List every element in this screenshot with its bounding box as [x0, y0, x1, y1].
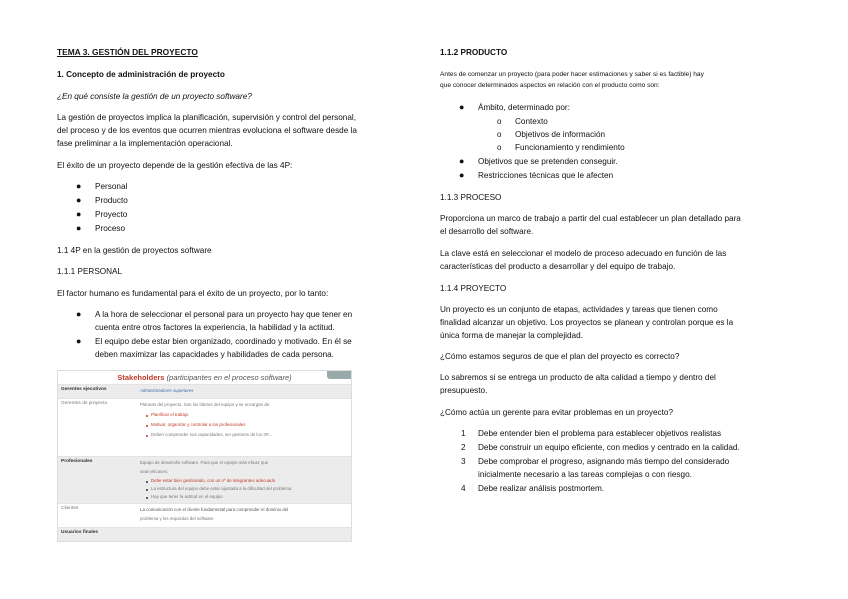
list-item: Producto: [95, 196, 128, 205]
paragraph-line: El éxito de un proyecto depende de la gestión efectiva de las 4P:: [57, 161, 293, 170]
paragraph-line: La clave está en seleccionar el modelo de proceso adecuado en función de las: [440, 249, 727, 258]
row-text: sean eficaces:: [140, 469, 169, 474]
circle-bullet-icon: o: [497, 117, 502, 126]
question-text: ¿Cómo actúa un gerente para evitar problemas en un proyecto?: [440, 408, 674, 417]
bullet-icon: [146, 435, 148, 437]
step-number: 3: [461, 457, 466, 466]
list-item: deben maximizar las capacidades y habilidades de cada persona.: [95, 350, 334, 359]
row-label: Usuarios finales: [61, 530, 99, 535]
list-item: El equipo debe estar bien organizado, coordinado y motivado. En él se: [95, 337, 352, 346]
step-number: 1: [461, 429, 466, 438]
paragraph-line: que conocer determinados aspectos en relación con el producto como son:: [440, 82, 660, 89]
paragraph-line: única forma de manejar la complejidad.: [440, 331, 583, 340]
table-row: [58, 527, 351, 542]
question-text: ¿En qué consiste la gestión de un proyecto software?: [57, 92, 252, 101]
list-item: Proceso: [95, 224, 126, 233]
paragraph-line: finalidad alcanzar un objetivo. Los proyectos se planean y controlan porque es la: [440, 318, 734, 327]
list-item: Restricciones técnicas que le afecten: [478, 171, 614, 180]
bullet-icon: [146, 425, 148, 427]
figure-tab: [327, 371, 351, 379]
row-text: La comunicación con el cliente fundamental para comprender el dominio del: [140, 507, 289, 512]
bullet-icon: ●: [76, 209, 82, 219]
paragraph-line: fase preliminar a la implementación operacional.: [57, 139, 233, 148]
bullet-icon: ●: [459, 170, 465, 180]
list-item: Debe comprobar el progreso, asignando más tiempo del considerado: [478, 457, 730, 466]
subsection-heading: 1.1.4 PROYECTO: [440, 284, 507, 293]
figure-subtitle: (participantes en el proceso software): [166, 373, 292, 382]
step-number: 2: [461, 443, 466, 452]
subsection-heading: 1.1.1 PERSONAL: [57, 267, 123, 276]
paragraph-line: características del producto a desarrollar y del equipo de trabajo.: [440, 262, 676, 271]
row-text: problema y los requisitos del software: [140, 516, 214, 521]
stakeholders-figure: [57, 370, 352, 542]
list-item: Proyecto: [95, 210, 128, 219]
question-text: ¿Cómo estamos seguros de que el plan del proyecto es correcto?: [440, 352, 680, 361]
list-item: Objetivos que se pretenden conseguir.: [478, 157, 618, 166]
table-row: [58, 503, 351, 528]
list-item: Objetivos de información: [515, 130, 606, 139]
list-item: cuenta entre otros factores la experiencia, la habilidad y la actitud.: [95, 323, 335, 332]
row-text: Hay que tener la actitud en el equipo: [151, 494, 223, 499]
list-item: Debe entender bien el problema para establecer objetivos realistas: [478, 429, 722, 438]
subsection-heading: 1.1.2 PRODUCTO: [440, 48, 508, 57]
table-row: [58, 384, 351, 399]
circle-bullet-icon: o: [497, 143, 502, 152]
row-label: Gerentes de proyecto: [61, 401, 108, 406]
bullet-icon: ●: [459, 156, 465, 166]
row-label: Gerentes ejecutivos: [61, 387, 107, 392]
row-label: Profesionales: [61, 459, 93, 464]
row-text: Administradores superiores: [140, 388, 194, 393]
list-item: Funcionamiento y rendimiento: [515, 143, 625, 152]
figure-title: Stakeholders: [117, 373, 165, 382]
list-item: A la hora de seleccionar el personal para un proyecto hay que tener en: [95, 310, 353, 319]
page-title: TEMA 3. GESTIÓN DEL PROYECTO: [57, 47, 198, 57]
row-text: Planean del proyecto. Son los líderes del equipo y se encargan de:: [140, 402, 271, 407]
bullet-icon: [146, 497, 148, 499]
bullet-icon: ●: [76, 336, 82, 346]
bullet-icon: [146, 415, 148, 417]
list-item: inicialmente necesario a las tareas complejas o con riesgo.: [478, 470, 692, 479]
paragraph-line: El factor humano es fundamental para el éxito de un proyecto, por lo tanto:: [57, 289, 329, 298]
row-text: Planificar el trabajo: [151, 412, 189, 417]
paragraph-line: Un proyecto es un conjunto de etapas, actividades y tareas que tienen como: [440, 305, 718, 314]
step-number: 4: [461, 484, 466, 493]
bullet-icon: ●: [76, 181, 82, 191]
bullet-icon: [146, 489, 148, 491]
paragraph-line: La gestión de proyectos implica la planificación, supervisión y control del personal,: [57, 113, 357, 122]
section-heading: 1.1 4P en la gestión de proyectos software: [57, 246, 212, 255]
row-text: Equipo de desarrollo software. Para que el equipo más eficaz que: [140, 460, 269, 465]
bullet-icon: [146, 481, 148, 483]
table-row: [58, 456, 351, 504]
table-row: [58, 398, 351, 457]
circle-bullet-icon: o: [497, 130, 502, 139]
section-heading: 1. Concepto de administración de proyecto: [57, 70, 225, 79]
paragraph-line: Lo sabremos si se entrega un producto de alta calidad a tiempo y dentro del: [440, 373, 716, 382]
row-label: Clientes: [61, 506, 79, 511]
list-item: Debe realizar análisis postmortem.: [478, 484, 605, 493]
bullet-icon: ●: [76, 223, 82, 233]
list-item: Personal: [95, 182, 128, 191]
row-text: Deben comprender sus capacidades, ser gestores de los 3P...: [151, 432, 272, 437]
bullet-icon: ●: [76, 309, 82, 319]
paragraph-line: Antes de comenzar un proyecto (para poder hacer estimaciones y saber si es factible) hay: [440, 71, 704, 78]
paragraph-line: el desarrollo del software.: [440, 227, 534, 236]
paragraph-line: presupuesto.: [440, 386, 488, 395]
bullet-icon: ●: [459, 102, 465, 112]
list-item: Debe construir un equipo eficiente, con medios y centrado en la calidad.: [478, 443, 740, 452]
figure-header: [58, 371, 351, 384]
row-text: La estructura del equipo debe estar ajustada a la dificultad del problema: [151, 486, 292, 491]
subsection-heading: 1.1.3 PROCESO: [440, 193, 502, 202]
paragraph-line: Proporciona un marco de trabajo a partir del cual establecer un plan detallado para: [440, 214, 741, 223]
bullet-icon: ●: [76, 195, 82, 205]
row-text: Motivar, organizar y controlar a los profesionales: [151, 422, 246, 427]
paragraph-line: del proceso y de los eventos que ocurren mientras evoluciona el software desde la: [57, 126, 357, 135]
list-item: Ámbito, determinado por:: [478, 103, 570, 112]
list-item: Contexto: [515, 117, 548, 126]
row-text: Debe estar bien gestionado, con un nº de integrantes adecuado: [151, 478, 276, 483]
